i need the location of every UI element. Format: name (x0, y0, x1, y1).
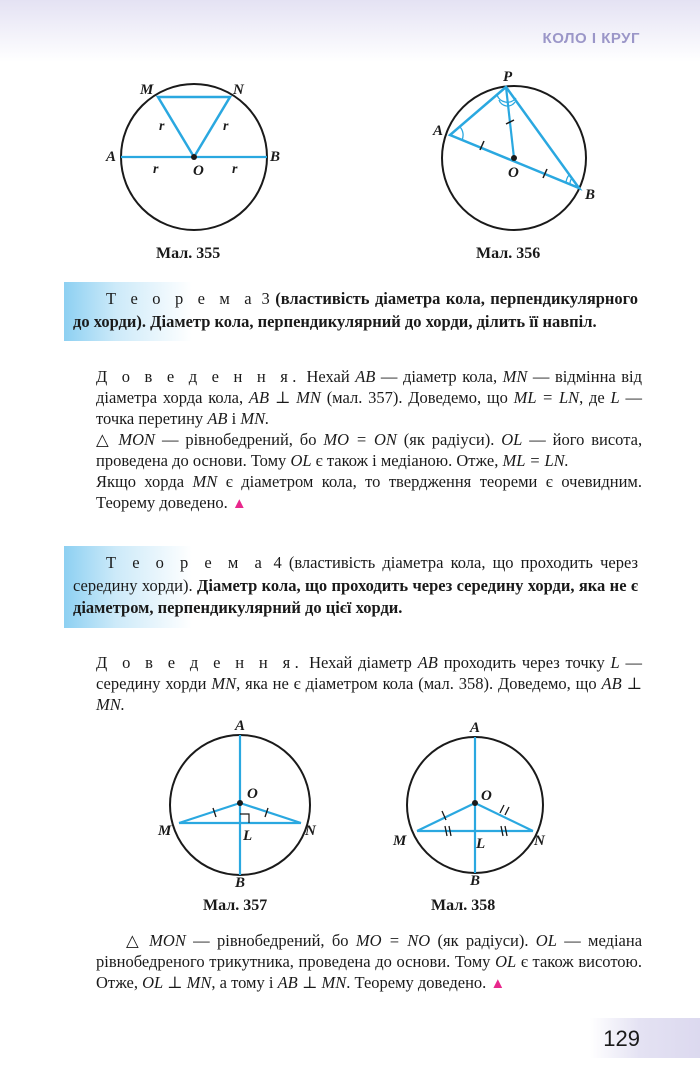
page-number: 129 (603, 1026, 640, 1051)
caption-fig356: Мал. 356 (476, 245, 541, 262)
fig358-center-dot (472, 800, 478, 806)
fig356-label-o: O (508, 165, 519, 181)
end-of-proof-mark: ▲ (490, 976, 506, 992)
fig356-label-p: P (503, 69, 513, 85)
fig358-label-l: L (476, 836, 486, 852)
fig358-tick-on-1 (500, 805, 504, 813)
fig356-label-a: A (433, 123, 444, 139)
fig358-radius-om (417, 803, 475, 831)
proof-1-text: — точка перетину (96, 388, 642, 428)
fig356-label-b: B (585, 187, 596, 203)
final-text: — медіана рівнобедреного трикутника, проведена до основи. Тому (96, 931, 643, 971)
fig357-label-b: B (235, 875, 246, 891)
fig355-label-b: B (270, 149, 281, 165)
math-ab: AB (417, 653, 438, 672)
proof-1-text: Нехай (306, 367, 350, 386)
fig355-triangle-mon (158, 97, 230, 157)
fig355-label-m: M (140, 82, 154, 98)
theorem-4-text (73, 552, 638, 620)
caption-fig357: Мал. 357 (203, 897, 268, 914)
fig358-tick-on-2 (505, 807, 509, 815)
math-ol: OL (290, 451, 312, 470)
theorem-4-statement: Діаметр кола, що проходить через середину хорди, яка не є діаметром, перпендикулярний до цієї хорди. (73, 575, 639, 617)
math-l: L (610, 653, 620, 672)
theorem-3-statement: Діаметр кола, перпендикулярний до хорди, ділить її навпіл. (150, 311, 597, 331)
fig355-label-r-left: r (159, 119, 165, 134)
figures-357-358 (0, 700, 700, 930)
math-triangle-mon: △ MON (126, 931, 186, 950)
math-triangle-mon: △ MON (96, 430, 156, 449)
fig357-label-a: A (235, 718, 246, 734)
proof-2-text: — середину хорди (96, 653, 643, 693)
caption-fig358: Мал. 358 (431, 897, 496, 914)
fig357-radius-om (179, 803, 240, 823)
theorem-4-word: Т е о р е м а (106, 553, 267, 572)
proof-2-word: Д о в е д е н н я. (96, 653, 304, 672)
proof-1-text: є також і медіаною. Отже, (315, 451, 499, 470)
final-text: , а тому і (211, 973, 274, 992)
proof-2-text: проходить через точку (443, 653, 605, 672)
fig357-label-l: L (243, 828, 253, 844)
math-mn: MN (211, 674, 237, 693)
fig357-label-m: M (158, 823, 172, 839)
end-of-proof-mark: ▲ (231, 496, 247, 512)
math-mn: MN (192, 472, 218, 491)
fig357-label-o: O (247, 786, 258, 802)
math-ol: OL (501, 430, 523, 449)
theorem-4-title: (властивість діаметра кола, що проходить через середину хорди). (73, 553, 639, 595)
math-ol: OL (495, 952, 517, 971)
proof-1-paragraph-2 (96, 429, 642, 471)
fig355-label-n: N (233, 82, 244, 98)
math-mn: MN (502, 367, 528, 386)
math-mn: MN. (240, 409, 270, 428)
proof-1-text: Якщо хорда (96, 472, 185, 491)
figure-355 (0, 0, 700, 300)
final-text: (як радіуси). (437, 931, 529, 950)
math-ml-eq-ln: ML = LN (513, 388, 580, 407)
proof-1-text: (мал. 357). Доведемо, що (326, 388, 508, 407)
final-text: . Теорему доведено. (346, 973, 487, 992)
proof-1-text: і (231, 409, 237, 428)
proof-2-text: , яка не є діаметром кола (мал. 358). Доведемо, що (236, 674, 597, 693)
theorem-3-word: Т е о р е м а (106, 289, 257, 308)
math-ab-perp-mn: AB ⊥ MN. (96, 674, 643, 714)
fig356-center-dot (511, 155, 517, 161)
proof-1 (96, 366, 642, 515)
final-text: — рівнобедрений, бо (193, 931, 349, 950)
proof-1-text: — рівнобедрений, бо (161, 430, 317, 449)
math-ab: AB (355, 367, 376, 386)
fig358-label-n: N (534, 833, 545, 849)
fig358-label-o: O (481, 788, 492, 804)
proof-1-text: є діаметром кола, то твердження теореми є очевидним. Теорему доведено. (96, 472, 643, 512)
fig355-label-r-bottom-right: r (232, 162, 238, 177)
proof-1-text: — діаметр кола, (380, 367, 498, 386)
proof-1-text: (як радіуси). (403, 430, 495, 449)
math-l: L (610, 388, 620, 407)
fig355-label-r-bottom-left: r (153, 162, 159, 177)
fig358-radius-on (475, 803, 533, 831)
fig358-label-b: B (470, 873, 481, 889)
section-title: КОЛО І КРУГ (542, 30, 640, 47)
theorem-4-number: 4 (273, 553, 282, 572)
fig358-label-a: A (470, 720, 481, 736)
fig357-right-angle-mark (240, 814, 249, 823)
fig357-center-dot (237, 800, 243, 806)
math-mo-eq-on: MO = ON (323, 430, 397, 449)
theorem-3-title: (властивість діаметра кола, перпендикулярного до хорди). (73, 289, 639, 331)
theorem-3-text (73, 288, 638, 333)
proof-2-text: Нехай діаметр (309, 653, 412, 672)
theorem-3-number: 3 (261, 289, 270, 308)
proof-1-word: Д о в е д е н н я. (96, 367, 301, 386)
math-ab-perp-mn: AB ⊥ MN (277, 973, 347, 992)
final-paragraph-text (96, 930, 642, 995)
math-ml-eq-ln: ML = LN. (502, 451, 569, 470)
fig356-angle-mark-b (566, 175, 569, 183)
caption-fig355: Мал. 355 (156, 245, 221, 262)
fig357-label-n: N (305, 823, 316, 839)
fig358-label-m: M (393, 833, 407, 849)
math-ab-perp-mn: AB ⊥ MN (248, 388, 321, 407)
fig355-label-o: O (193, 163, 204, 179)
proof-1-paragraph-3 (96, 471, 642, 515)
fig355-label-a: A (106, 149, 117, 165)
final-paragraph (96, 930, 642, 995)
math-ab: AB (207, 409, 228, 428)
math-mo-eq-no: MO = NO (355, 931, 431, 950)
theorem-3-box (64, 282, 646, 341)
proof-1-text: — його висота, проведена до основи. Тому (96, 430, 643, 470)
final-text: є також висотою. Отже, (96, 952, 643, 992)
math-ol: OL (535, 931, 557, 950)
proof-1-paragraph-1 (96, 366, 642, 429)
fig355-center-dot (191, 154, 197, 160)
proof-1-text: — відмінна від діаметра хорда кола, (96, 367, 643, 407)
math-ol-perp-mn: OL ⊥ MN (142, 973, 212, 992)
proof-1-text: , де (579, 388, 605, 407)
theorem-4-box (64, 546, 646, 628)
fig355-label-r-right: r (223, 119, 229, 134)
